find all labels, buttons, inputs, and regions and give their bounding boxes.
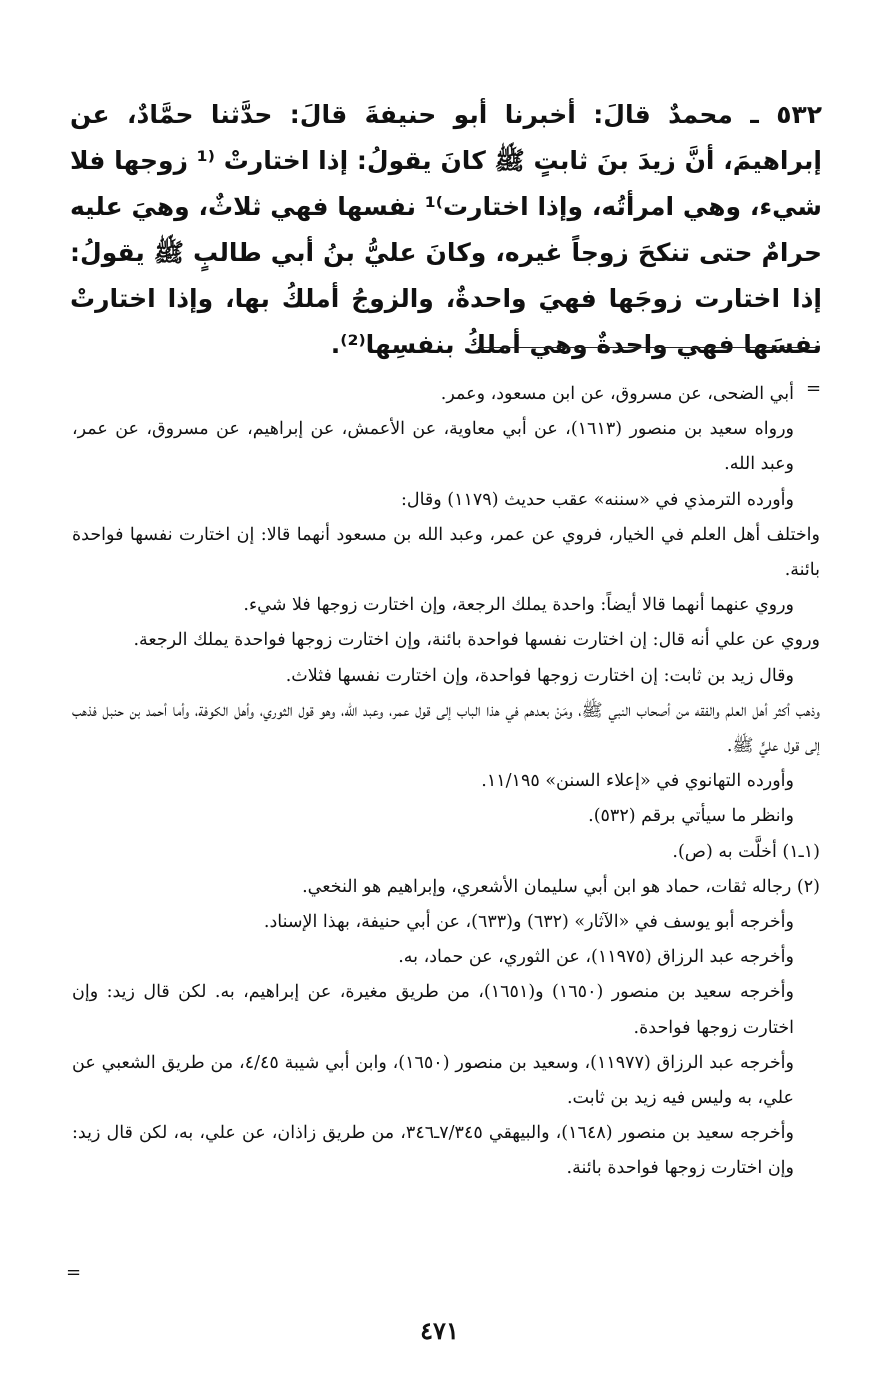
- footnote-line: وأخرجه عبد الرزاق (١١٩٧٥)، عن الثوري، عن حماد، به.: [398, 947, 794, 968]
- footnote-line: وأخرجه أبو يوسف في «الآثار» (٦٣٢) و(٦٣٣)، عن أبي حنيفة، بهذا الإسناد.: [263, 912, 794, 933]
- footnote-line: ورواه سعيد بن منصور (١٦١٣)، عن أبي معاوية، عن الأعمش، عن إبراهيم، عن مسروق، عن عمر، وعبد الله.: [72, 419, 794, 475]
- footnote-line: وذهب أكثر أهل العلم والفقه من أصحاب النبي ﷺ، ومَنْ بعدهم في هذا الباب إلى قول عمر، وعبد الله، وهو قول الثوري، وأهل الكوفة، وأما أحمد بن حنبل فذهب إلى قول عليٍّ ﷺ.: [72, 700, 820, 757]
- footnote-line: واختلف أهل العلم في الخيار، فروي عن عمر، وعبد الله بن مسعود أنهما قالا: إن اختارت نفسها فواحدة بائنة.: [72, 524, 820, 581]
- footnote-line: وروي عن علي أنه قال: إن اختارت نفسها فواحدة بائنة، وإن اختارت زوجها فواحدة يملك الرجعة.: [133, 630, 820, 651]
- footnote-line: وروي عنهما أنهما قالا أيضاً: واحدة يملك الرجعة، وإن اختارت زوجها فلا شيء.: [243, 595, 794, 616]
- footnote-line: (١ـ١) أخلَّت به (ص).: [672, 841, 820, 862]
- footnote-separator: [478, 347, 820, 348]
- continuation-mark-top: =: [806, 378, 822, 399]
- footnote-line: أبي الضحى، عن مسروق، عن ابن مسعود، وعمر.: [440, 384, 794, 404]
- hadith-paragraph: ٥٣٢ ـ محمدٌ قالَ: أخبرنا أبو حنيفةَ قالَ: حدَّثنا حمَّادٌ، عن إبراهيمَ، أنَّ زيدَ بنَ ثابتٍ ﷺ كانَ يقولُ: إذا اختارتْ ⁽¹ زوجها فلا شيء، وهي امرأتُه، وإذا اختارت⁾¹ نفسها فهي ثلاثٌ، وهيَ عليه حرامٌ حتى تنكحَ زوجاً غيره، وكانَ عليُّ بنُ أبي طالبٍ ﷺ يقولُ: إذا اختارت زوجَها فهيَ واحدةٌ، والزوجُ أملكُ بها، وإذا اختارتْ نفسَها فهي واحدةٌ وهي أملكُ بنفسِها⁽²⁾.: [70, 100, 822, 359]
- main-hadith-text: [70, 92, 822, 368]
- footnote-line: وانظر ما سيأتي برقم (٥٣٢).: [588, 806, 794, 827]
- footnotes: [72, 377, 820, 1187]
- footnote-line: وأخرجه عبد الرزاق (١١٩٧٧)، وسعيد بن منصور (١٦٥٠)، وابن أبي شيبة ٤/٤٥، من طريق الشعبي عن علي، به وليس فيه زيد بن ثابت.: [72, 1052, 794, 1109]
- continuation-mark-bottom: =: [66, 1262, 82, 1283]
- footnote-line: (٢) رجاله ثقات، حماد هو ابن أبي سليمان الأشعري، وإبراهيم هو النخعي.: [302, 876, 820, 897]
- footnote-line: وأورده التهانوي في «إعلاء السنن» ١١/١٩٥.: [481, 771, 794, 792]
- footnote-line: وأورده الترمذي في «سننه» عقب حديث (١١٧٩) وقال:: [400, 489, 794, 510]
- page-number: ٤٧١: [420, 1316, 459, 1345]
- footnote-line: وأخرجه سعيد بن منصور (١٦٤٨)، والبيهقي ٧/٣٤٥ـ٣٤٦، من طريق زاذان، عن علي، به، لكن قال زيد: وإن اختارت زوجها فواحدة بائنة.: [72, 1123, 794, 1179]
- footnote-line: وأخرجه سعيد بن منصور (١٦٥٠) و(١٦٥١)، من طريق مغيرة، عن إبراهيم، به. لكن قال زيد: وإن اختارت زوجها فواحدة.: [72, 982, 794, 1038]
- footnote-line: وقال زيد بن ثابت: إن اختارت زوجها فواحدة، وإن اختارت نفسها فثلاث.: [285, 665, 794, 686]
